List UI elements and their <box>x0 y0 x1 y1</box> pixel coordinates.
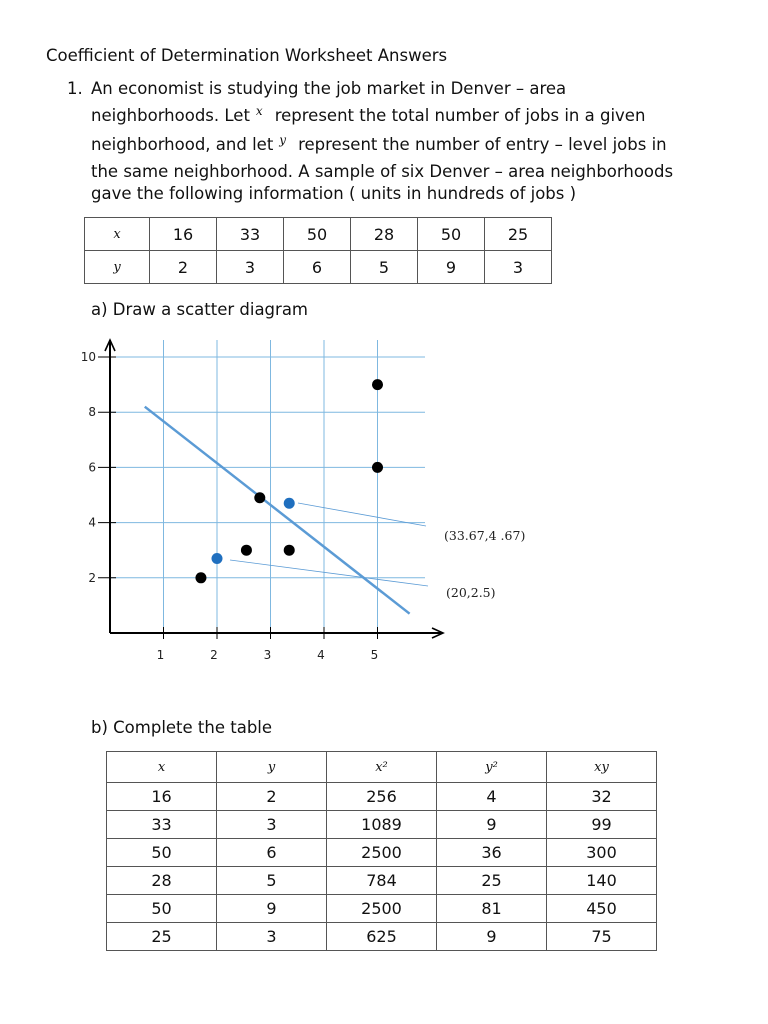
scatter-point <box>284 498 295 509</box>
worksheet-title: Coefficient of Determination Worksheet Answers <box>46 46 448 65</box>
table-cell: 2 <box>217 783 327 811</box>
table-row <box>107 783 657 811</box>
table-cell: 784 <box>327 867 437 895</box>
x-tick-label: 4 <box>317 648 325 662</box>
data-table-x-header: x <box>85 218 150 251</box>
variable-y: y <box>279 133 287 147</box>
scatter-point <box>195 572 206 583</box>
table-cell: 3 <box>217 923 327 951</box>
x-tick-label: 5 <box>370 648 379 662</box>
calc-header-x: x <box>107 752 217 783</box>
scatter-point <box>284 545 295 556</box>
table-cell: 2500 <box>327 839 437 867</box>
part-b-heading: b) Complete the table <box>91 718 273 737</box>
y-tick-label: 10 <box>80 350 96 364</box>
y-tick-label: 8 <box>88 405 96 420</box>
calc-header-y-squared: y² <box>437 752 547 783</box>
table-cell: 3 <box>217 811 327 839</box>
scatter-point <box>372 379 383 390</box>
question-line-3-start: neighborhood, and let <box>91 135 274 154</box>
calc-header-xy: xy <box>547 752 657 783</box>
table-cell: 75 <box>547 923 657 951</box>
table-cell: 625 <box>327 923 437 951</box>
table-cell: 9 <box>217 895 327 923</box>
question-line-3-end: represent the number of entry – level jobs in <box>298 135 667 154</box>
question-line-2-end: represent the total number of jobs in a given <box>274 106 646 125</box>
scatter-point <box>212 553 223 564</box>
calc-header-x-squared: x² <box>327 752 437 783</box>
table-cell: 50 <box>107 895 217 923</box>
table-cell: 9 <box>437 811 547 839</box>
table-cell: 50 <box>107 839 217 867</box>
table-cell: 2500 <box>327 895 437 923</box>
annotation-label: (33.67,4 .67) <box>444 528 526 543</box>
table-cell: 4 <box>437 783 547 811</box>
calc-header-row <box>107 752 657 783</box>
data-cell: 16 <box>150 218 217 251</box>
data-cell: 50 <box>418 218 485 251</box>
trend-line <box>145 407 410 614</box>
annotation-leader-line <box>230 560 428 586</box>
data-cell: 3 <box>485 251 552 284</box>
annotation-label: (20,2.5) <box>446 585 496 600</box>
question-line-1: An economist is studying the job market in Denver – area <box>91 79 567 98</box>
scatter-point <box>254 492 265 503</box>
calc-header-y: y <box>217 752 327 783</box>
table-row <box>107 811 657 839</box>
table-cell: 25 <box>437 867 547 895</box>
table-cell: 28 <box>107 867 217 895</box>
data-cell: 3 <box>217 251 284 284</box>
table-cell: 5 <box>217 867 327 895</box>
data-cell: 50 <box>284 218 351 251</box>
data-table-y-header: y <box>85 251 150 284</box>
table-row <box>107 867 657 895</box>
data-cell: 5 <box>351 251 418 284</box>
table-cell: 300 <box>547 839 657 867</box>
y-tick-label: 2 <box>88 570 96 585</box>
table-row <box>107 839 657 867</box>
table-cell: 140 <box>547 867 657 895</box>
x-tick-label: 2 <box>210 648 218 662</box>
question-line-4: the same neighborhood. A sample of six Denver – area neighborhoods <box>91 162 674 181</box>
table-cell: 99 <box>547 811 657 839</box>
scatter-point <box>372 462 383 473</box>
calculation-table <box>106 751 657 951</box>
table-cell: 450 <box>547 895 657 923</box>
table-cell: 9 <box>437 923 547 951</box>
table-cell: 1089 <box>327 811 437 839</box>
table-cell: 33 <box>107 811 217 839</box>
table-cell: 36 <box>437 839 547 867</box>
question-line-2-start: neighborhoods. Let <box>91 106 250 125</box>
data-cell: 28 <box>351 218 418 251</box>
table-cell: 81 <box>437 895 547 923</box>
y-tick-label: 4 <box>88 515 96 530</box>
table-cell: 16 <box>107 783 217 811</box>
data-cell: 2 <box>150 251 217 284</box>
data-cell: 33 <box>217 218 284 251</box>
data-cell: 25 <box>485 218 552 251</box>
scatter-point <box>241 545 252 556</box>
data-cell: 9 <box>418 251 485 284</box>
question-number: 1. <box>67 79 83 98</box>
table-cell: 6 <box>217 839 327 867</box>
part-a-heading: a) Draw a scatter diagram <box>91 300 308 319</box>
question-line-5: gave the following information ( units in hundreds of jobs ) <box>91 184 577 203</box>
table-cell: 32 <box>547 783 657 811</box>
table-cell: 25 <box>107 923 217 951</box>
x-tick-label: 1 <box>156 648 165 662</box>
data-cell: 6 <box>284 251 351 284</box>
x-tick-label: 3 <box>263 648 272 662</box>
table-row <box>107 895 657 923</box>
table-cell: 256 <box>327 783 437 811</box>
variable-x: x <box>255 104 263 118</box>
table-row <box>107 923 657 951</box>
y-tick-label: 6 <box>88 460 96 475</box>
